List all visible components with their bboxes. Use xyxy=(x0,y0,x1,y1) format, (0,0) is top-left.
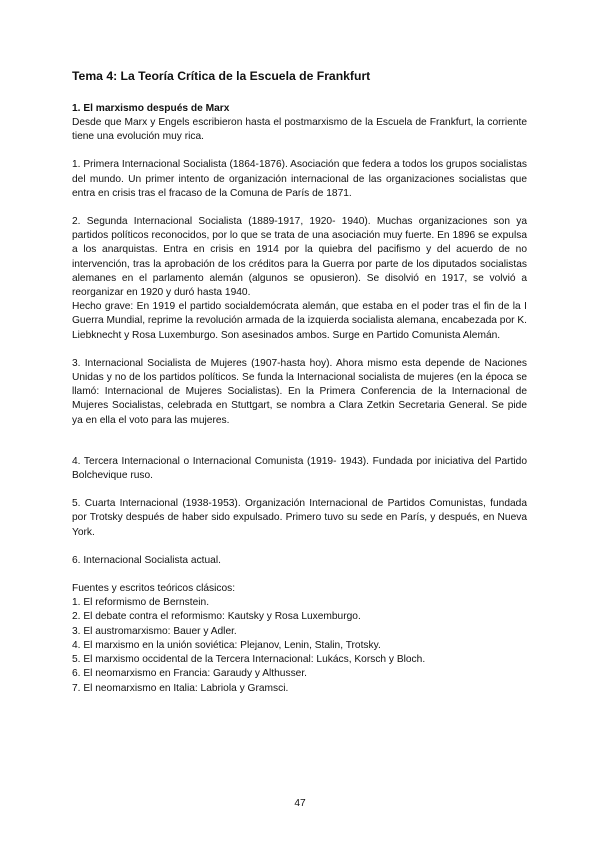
section-intro: Desde que Marx y Engels escribieron hasta el postmarxismo de la Escuela de Frankfurt, la corriente tiene una evolución muy rica. xyxy=(72,117,527,143)
paragraph-internacional-actual: 6. Internacional Socialista actual. xyxy=(72,554,221,566)
sources-list xyxy=(72,596,527,695)
list-item: 7. El neomarxismo en Italia: Labriola y Gramsci. xyxy=(72,682,289,694)
page-number: 47 xyxy=(294,798,306,809)
list-item: 1. El reformismo de Bernstein. xyxy=(72,597,210,609)
paragraph-segunda-internacional: 2. Segunda Internacional Socialista (1889-1917, 1920- 1940). Muchas organizaciones son ya partidos políticos reconocidos, por lo que se trata de una asociación muy fuerte. En 1896 se expulsa a los anarquistas. Entra en crisis en 1914 por la quiebra del pacifismo y del acuerdo de no intervención, tras la aprobación de los créditos para la Guerra por parte de los diputados socialistas alemanes en el parlamento alemán (algunos se opusieron). Se disolvió en 1917, se volvió a reorganizar en 1920 y duró hasta 1940. xyxy=(72,216,527,299)
paragraph-tercera-internacional: 4. Tercera Internacional o Internacional Comunista (1919- 1943). Fundada por iniciativa del Partido Bolchevique ruso. xyxy=(72,455,527,482)
paragraph-hecho-grave: Hecho grave: En 1919 el partido socialdemócrata alemán, que estaba en el poder tras el fin de la I Guerra Mundial, reprime la revolución armada de la izquierda socialista alemana, encabezada por K. Liebknecht y Rosa Luxemburgo. Son asesinados ambos. Surge en Partido Comunista Alemán. xyxy=(72,301,527,341)
document-page xyxy=(72,68,527,696)
paragraph-cuarta-internacional: 5. Cuarta Internacional (1938-1953). Organización Internacional de Partidos Comunistas, fundada por Trotsky después de haber sido expulsado. Primero tuvo su sede en París, y después, en Nueva York. xyxy=(72,498,527,538)
list-item: 3. El austromarxismo: Bauer y Adler. xyxy=(72,625,237,637)
sources-heading: Fuentes y escritos teóricos clásicos: xyxy=(72,583,236,595)
list-item: 4. El marxismo en la unión soviética: Plejanov, Lenin, Stalin, Trotsky. xyxy=(72,639,381,651)
paragraph-internacional-mujeres: 3. Internacional Socialista de Mujeres (1907-hasta hoy). Ahora mismo esta depende de Naciones Unidas y no de los partidos políticos. Se funda la Internacional socialista de mujeres (en la época se llamó: Internacional de Mujeres Socialistas). En la Primera Conferencia de la Internacional de Mujeres Socialistas, celebrada en Stuttgart, se nombra a Clara Zetkin Secretaria General. Se pide ya en ella el voto para las mujeres. xyxy=(72,357,527,426)
page-title: Tema 4: La Teoría Crítica de la Escuela de Frankfurt xyxy=(72,69,371,83)
paragraph-primera-internacional: 1. Primera Internacional Socialista (1864-1876). Asociación que federa a todos los grupos socialistas del mundo. Un primer intento de organización internacional de las organizaciones socialistas que entra en crisis tras el fracaso de la Comuna de París de 1871. xyxy=(72,159,527,199)
section-heading: 1. El marxismo después de Marx xyxy=(72,103,230,114)
list-item: 6. El neomarxismo en Francia: Garaudy y Althusser. xyxy=(72,668,307,680)
list-item: 5. El marxismo occidental de la Tercera Internacional: Lukács, Korsch y Bloch. xyxy=(72,654,426,666)
list-item: 2. El debate contra el reformismo: Kautsky y Rosa Luxemburgo. xyxy=(72,611,361,623)
